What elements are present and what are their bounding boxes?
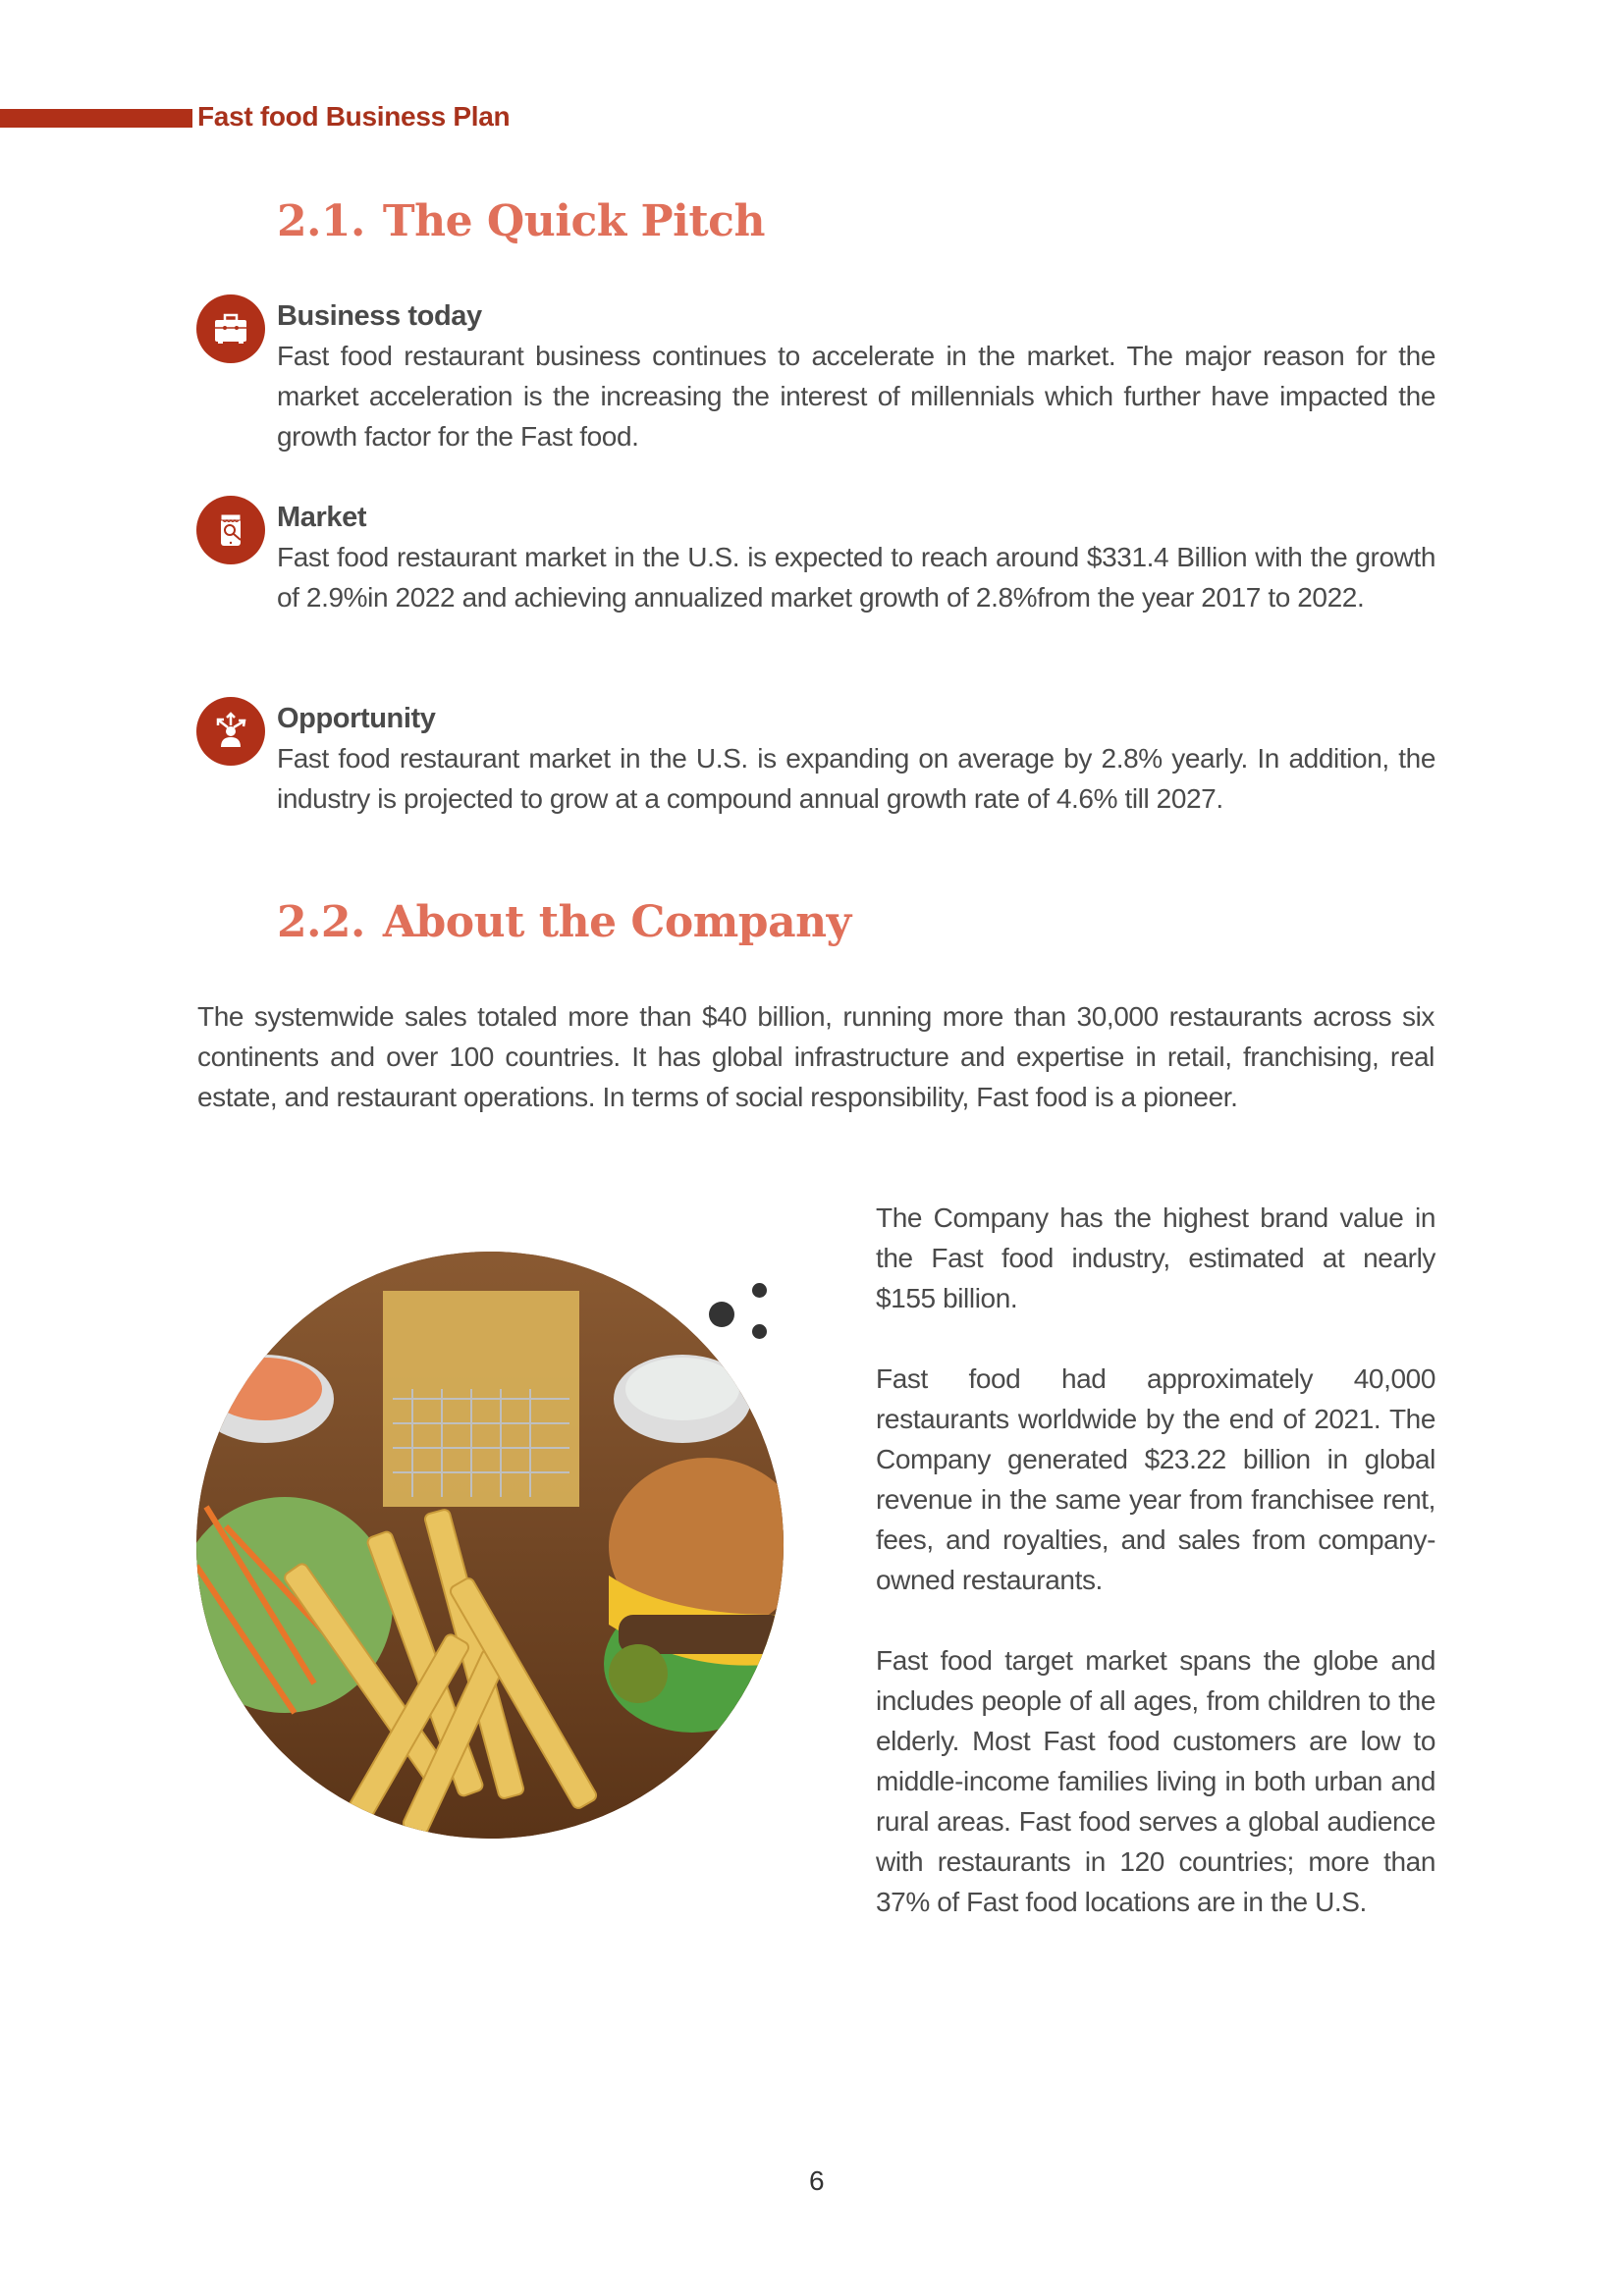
item-body: Fast food restaurant business continues to accelerate in the market. The major reason for the market acceleration is the increasing the interest of millennials which further have impacted the growth factor for the Fast food. (277, 341, 1435, 452)
header-accent-bar (0, 109, 192, 128)
item-body: Fast food restaurant market in the U.S. is expanding on average by 2.8% yearly. In addition, the industry is projected to grow at a compound annual growth rate of 4.6% till 2027. (277, 743, 1435, 814)
document-header-title: Fast food Business Plan (197, 101, 511, 132)
decorative-dot-large (709, 1302, 734, 1327)
pitch-item-business-today (277, 296, 1435, 456)
about-intro-paragraph: The systemwide sales totaled more than $40 billion, running more than 30,000 restaurants across six continents and over 100 countries. It has global infrastructure and expertise in retail, franchising, real estate, and restaurant operations. In terms of social responsibility, Fast food is a pioneer. (197, 1001, 1435, 1112)
pitch-item-market (277, 498, 1435, 617)
page-number: 6 (809, 2165, 825, 2196)
item-title: Market (277, 502, 367, 533)
section-heading-about-company: 2.2. About the Company (277, 897, 851, 947)
briefcase-icon (196, 294, 265, 363)
decorative-dot-small (752, 1324, 767, 1339)
item-title: Business today (277, 300, 482, 332)
about-side-paragraph-1: The Company has the highest brand value in the Fast food industry, estimated at nearly $155 billion. (876, 1202, 1435, 1313)
item-body: Fast food restaurant market in the U.S. is expected to reach around $331.4 Billion with the growth of 2.9%in 2022 and achieving annualized market growth of 2.8%from the year 2017 to 2022. (277, 542, 1435, 613)
about-side-paragraph-3: Fast food target market spans the globe and includes people of all ages, from children to the elderly. Most Fast food customers are low to middle-income families living in both urban and rural areas. Fast food serves a global audience with restaurants in 120 countries; more than 37% of Fast food locations are in the U.S. (876, 1645, 1435, 1917)
item-title: Opportunity (277, 703, 436, 734)
about-side-paragraph-2: Fast food had approximately 40,000 restaurants worldwide by the end of 2021. The Company generated $23.22 billion in global revenue in the same year from franchisee rent, fees, and royalties, and sales from company-owned restaurants. (876, 1363, 1435, 1595)
decorative-dot-small (752, 1283, 767, 1298)
section-heading-quick-pitch: 2.1. The Quick Pitch (277, 196, 765, 246)
pitch-item-opportunity (277, 699, 1435, 819)
food-photo (196, 1252, 784, 1839)
person-arrows-icon (196, 697, 265, 766)
mobile-shop-search-icon (196, 496, 265, 564)
